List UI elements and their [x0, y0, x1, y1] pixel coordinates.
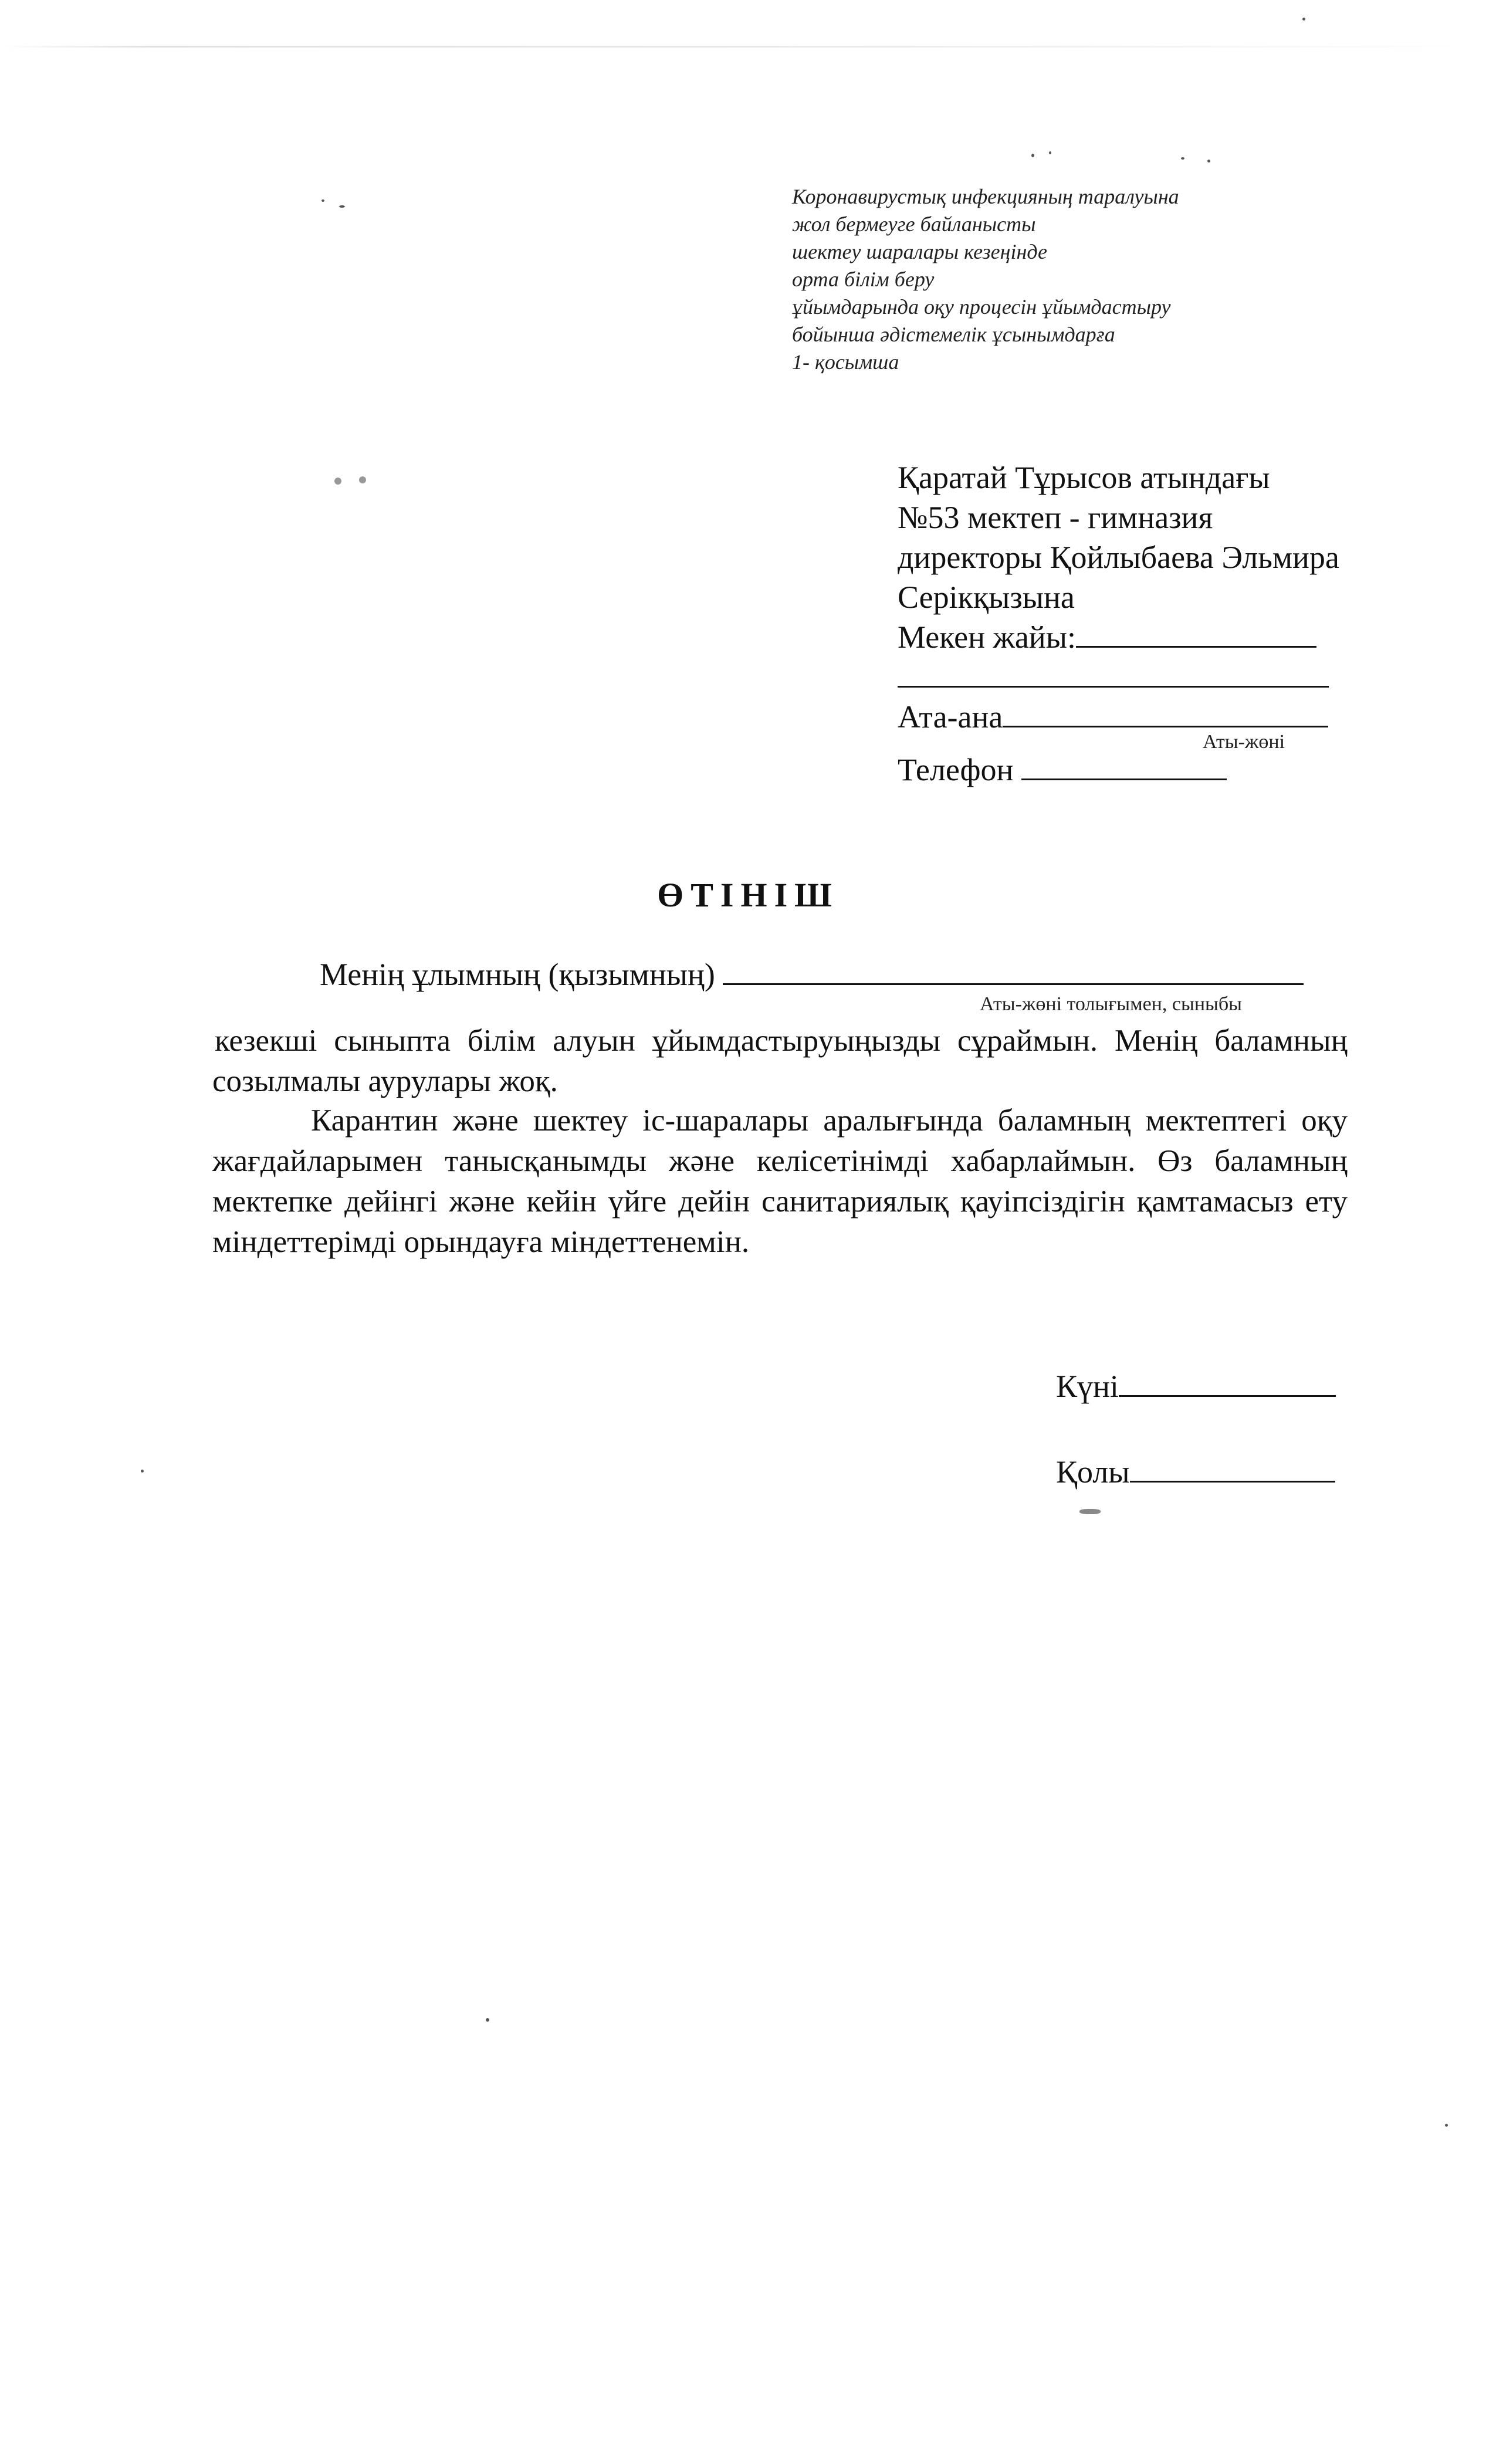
date-field[interactable] [1119, 1369, 1336, 1397]
scan-speck [1302, 18, 1305, 21]
child-label: Менің ұлымның (қызымның) [320, 957, 715, 992]
address-row-2 [898, 657, 1426, 697]
signature-label: Қолы [1056, 1454, 1130, 1490]
appendix-line: орта білім беру [792, 268, 935, 291]
child-name-row [320, 956, 1304, 993]
phone-label: Телефон [898, 752, 1014, 787]
address-row [898, 617, 1426, 657]
date-row [1056, 1368, 1336, 1404]
appendix-line: 1- қосымша [792, 350, 899, 374]
parent-name-field[interactable] [1003, 700, 1328, 727]
scan-speck [339, 205, 345, 208]
parent-label: Ата-ана [898, 699, 1003, 735]
phone-row [898, 750, 1426, 790]
child-caption: Аты-жөні толығымен, сыныбы [980, 993, 1242, 1015]
scan-speck [1207, 160, 1210, 163]
scan-speck [1445, 2124, 1448, 2127]
document-title: ӨТІНІШ [657, 876, 839, 914]
address-label: Мекен жайы: [898, 620, 1076, 655]
scan-speck [334, 478, 341, 485]
scan-speck [1031, 154, 1034, 157]
appendix-line: шектеу шаралары кезеңінде [792, 240, 1047, 263]
appendix-line: бойынша әдістемелік ұсынымдарға [792, 323, 1115, 346]
scan-speck [321, 199, 324, 202]
child-name-field[interactable] [723, 957, 1304, 985]
appendix-line: ұйымдарында оқу процесін ұйымдастыру [792, 295, 1171, 319]
parent-caption: Аты-жөні [1203, 731, 1285, 753]
addressee-school-number: №53 мектеп - гимназия [898, 500, 1213, 535]
scan-edge [0, 46, 1496, 48]
appendix-reference [792, 183, 1320, 376]
scan-speck [1079, 1509, 1101, 1514]
address-field[interactable] [1076, 620, 1316, 648]
addressee-school: Қаратай Тұрысов атындағы [898, 460, 1270, 495]
addressee-director-patronymic: Серікқызына [898, 580, 1075, 615]
date-label: Күні [1056, 1369, 1119, 1404]
scan-speck [359, 476, 366, 483]
paragraph-request: кезекші сыныпта білім алуын ұйымдастыруыңызды сұраймын. Менің баламның созылмалы аурулары жоқ. [212, 1024, 1348, 1098]
signature-field[interactable] [1130, 1455, 1335, 1483]
scan-speck [141, 1470, 144, 1473]
appendix-line: жол бермеуге байланысты [792, 212, 1036, 236]
scan-speck [1181, 157, 1184, 160]
appendix-line: Коронавирустық инфекцияның таралуына [792, 185, 1179, 208]
address-field-continued[interactable] [898, 660, 1329, 688]
parent-row [898, 697, 1426, 753]
addressee-director: директоры Қойлыбаева Эльмира [898, 540, 1339, 575]
signature-row [1056, 1454, 1335, 1490]
phone-field[interactable] [1021, 753, 1227, 780]
scan-speck [1049, 151, 1051, 154]
scan-speck [486, 2018, 489, 2022]
paragraph-consent: Карантин және шектеу іс-шаралары аралығында баламның мектептегі оқу жағдайларымен танысқанымды және келісетінімді хабарлаймын. Өз баламның мектепке дейінгі және кейін үйге дейін санитариялық қауіпсіздігін қамтамасыз ету міндеттерімді орындауға міндеттенемін. [212, 1104, 1348, 1259]
addressee-block [898, 458, 1426, 790]
